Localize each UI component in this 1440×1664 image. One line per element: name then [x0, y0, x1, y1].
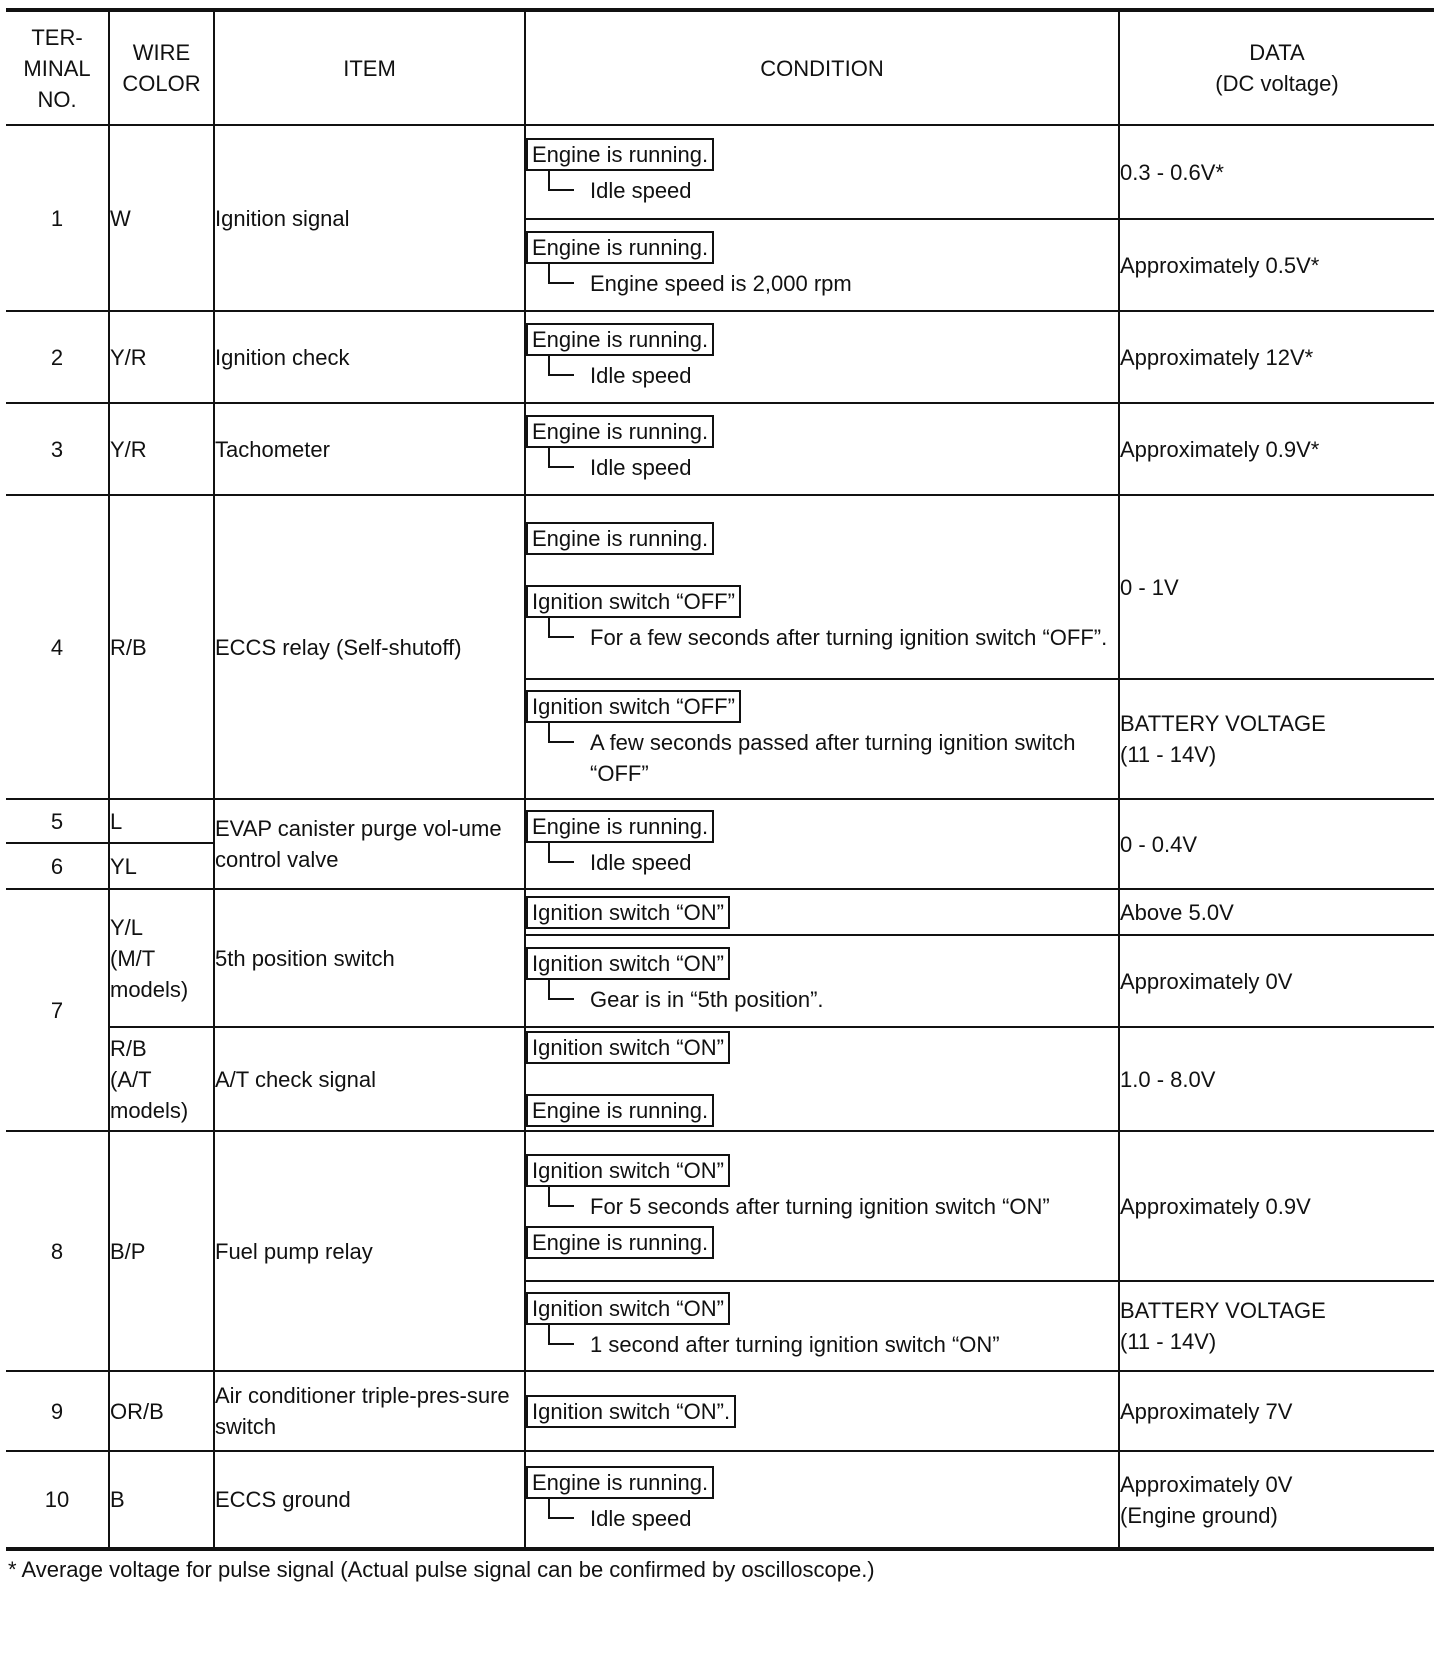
wire-color: B/P — [109, 1131, 214, 1371]
table-row — [6, 311, 1434, 403]
condition-cell — [525, 1281, 1119, 1371]
header-data-line2: (DC voltage) — [1215, 71, 1339, 96]
condition-box: Engine is running. — [526, 415, 714, 448]
data-value: 1.0 - 8.0V — [1119, 1027, 1434, 1131]
table-row — [6, 125, 1434, 219]
terminal-no: 6 — [6, 843, 109, 889]
condition-cell — [525, 495, 1119, 679]
data-value: 0 - 1V — [1119, 495, 1434, 679]
condition-box: Ignition switch “ON” — [526, 947, 730, 980]
header-terminal-line3: NO. — [37, 86, 77, 112]
condition-cell — [525, 1371, 1119, 1451]
wire-color: B — [109, 1451, 214, 1549]
wire-line: R/B — [110, 1035, 147, 1061]
table-row — [6, 1027, 1434, 1131]
item-name: Fuel pump relay — [214, 1131, 525, 1371]
data-line: (11 - 14V) — [1120, 1329, 1217, 1354]
condition-cell — [525, 125, 1119, 219]
condition-sub: Idle speed — [590, 452, 1118, 483]
condition-cell — [525, 403, 1119, 495]
table-row — [6, 495, 1434, 679]
terminal-no: 9 — [6, 1371, 109, 1451]
table-row — [6, 1131, 1434, 1281]
item-name: EVAP canister purge vol-ume control valve — [214, 799, 525, 889]
footnote: * Average voltage for pulse signal (Actual pulse signal can be confirmed by oscilloscope.) — [8, 1557, 875, 1582]
terminal-no: 7 — [6, 889, 109, 1131]
table-row — [6, 403, 1434, 495]
table-row — [6, 1451, 1434, 1549]
condition-sub: For a few seconds after turning ignition switch “OFF”. — [590, 622, 1118, 653]
terminal-no: 8 — [6, 1131, 109, 1371]
header-wire-line2: COLOR — [122, 71, 201, 96]
wire-line: (A/T — [110, 1066, 152, 1092]
terminal-no: 10 — [6, 1451, 109, 1549]
data-value: Approximately 7V — [1119, 1371, 1434, 1451]
data-value: 0 - 0.4V — [1119, 799, 1434, 889]
condition-box: Engine is running. — [526, 1226, 714, 1259]
wire-color: R/B — [109, 495, 214, 799]
terminal-no: 1 — [6, 125, 109, 311]
condition-sub: For 5 seconds after turning ignition switch “ON” — [590, 1191, 1118, 1222]
data-value: Approximately 12V* — [1119, 311, 1434, 403]
data-value: 0.3 - 0.6V* — [1119, 125, 1434, 219]
wire-color: OR/B — [109, 1371, 214, 1451]
condition-box: Engine is running. — [526, 810, 714, 843]
condition-sub: Idle speed — [590, 1503, 1118, 1534]
condition-cell — [525, 935, 1119, 1027]
item-name: 5th position switch — [214, 889, 525, 1027]
wire-color: YL — [109, 843, 214, 889]
header-data-line1: DATA — [1249, 40, 1305, 65]
wire-line: models) — [110, 976, 189, 1002]
condition-cell — [525, 889, 1119, 935]
data-value: Approximately 0.9V* — [1119, 403, 1434, 495]
condition-box: Ignition switch “ON” — [526, 1154, 730, 1187]
header-item: ITEM — [214, 10, 525, 125]
table-row — [6, 1371, 1434, 1451]
condition-cell — [525, 1027, 1119, 1131]
header-terminal-no — [6, 10, 109, 125]
data-line: (Engine ground) — [1120, 1502, 1278, 1528]
condition-cell — [525, 799, 1119, 889]
wire-line: Y/L — [110, 914, 144, 940]
data-line: BATTERY VOLTAGE — [1120, 1298, 1326, 1323]
terminal-no: 4 — [6, 495, 109, 799]
condition-sub: Gear is in “5th position”. — [590, 984, 1118, 1015]
item-name: Air conditioner triple-pres-sure switch — [214, 1371, 525, 1451]
condition-cell — [525, 1451, 1119, 1549]
data-line: (11 - 14V) — [1120, 742, 1217, 767]
ecm-terminal-table-sheet — [6, 8, 1434, 1585]
condition-sub: Idle speed — [590, 360, 1118, 391]
wire-color — [109, 889, 214, 1027]
header-condition: CONDITION — [525, 10, 1119, 125]
header-data — [1119, 10, 1434, 125]
condition-box: Engine is running. — [526, 323, 714, 356]
condition-box: Ignition switch “ON” . — [526, 1395, 736, 1428]
condition-cell — [525, 679, 1119, 799]
data-value — [1119, 1281, 1434, 1371]
wire-color — [109, 1027, 214, 1131]
condition-box: Ignition switch “OFF” — [526, 585, 741, 618]
condition-box: Ignition switch “ON” — [526, 1292, 730, 1325]
item-name: A/T check signal — [214, 1027, 525, 1131]
condition-sub: Engine speed is 2,000 rpm — [590, 268, 1118, 299]
condition-sub: 1 second after turning ignition switch “ON” — [590, 1329, 1118, 1360]
wire-line: (M/T — [110, 945, 156, 971]
ecm-terminal-table — [6, 8, 1434, 1551]
header-terminal-line1: TER- — [31, 24, 83, 50]
wire-color: Y/R — [109, 311, 214, 403]
condition-cell — [525, 219, 1119, 311]
data-value: Approximately 0V — [1119, 935, 1434, 1027]
condition-box: Engine is running. — [526, 1466, 714, 1499]
item-name: Ignition signal — [214, 125, 525, 311]
terminal-no: 2 — [6, 311, 109, 403]
data-value: Approximately 0.9V — [1119, 1131, 1434, 1281]
header-wire-color — [109, 10, 214, 125]
header-terminal-line2: MINAL — [23, 55, 91, 81]
data-value: Above 5.0V — [1119, 889, 1434, 935]
table-row — [6, 799, 1434, 843]
condition-sub: Idle speed — [590, 175, 1118, 206]
wire-color: Y/R — [109, 403, 214, 495]
wire-color: W — [109, 125, 214, 311]
condition-cell — [525, 1131, 1119, 1281]
data-value — [1119, 1451, 1434, 1549]
item-name: Tachometer — [214, 403, 525, 495]
condition-box: Engine is running. — [526, 522, 714, 555]
table-row — [6, 889, 1434, 935]
item-name: ECCS ground — [214, 1451, 525, 1549]
condition-box: Engine is running. — [526, 138, 714, 171]
data-line: Approximately 0V — [1120, 1471, 1293, 1497]
item-name: ECCS relay (Self-shutoff) — [214, 495, 525, 799]
item-name: Ignition check — [214, 311, 525, 403]
header-row — [6, 10, 1434, 125]
condition-box: Ignition switch “ON” — [526, 1031, 730, 1064]
terminal-no: 3 — [6, 403, 109, 495]
data-value — [1119, 679, 1434, 799]
condition-box: Ignition switch “ON” — [526, 896, 730, 929]
condition-sub: Idle speed — [590, 847, 1118, 878]
header-wire-line1: WIRE — [132, 40, 191, 65]
data-line: BATTERY VOLTAGE — [1120, 711, 1326, 736]
terminal-no: 5 — [6, 799, 109, 843]
condition-box: Engine is running. — [526, 1094, 714, 1127]
condition-cell — [525, 311, 1119, 403]
wire-color: L — [109, 799, 214, 843]
data-value: Approximately 0.5V* — [1119, 219, 1434, 311]
condition-box: Ignition switch “OFF” — [526, 690, 741, 723]
condition-sub: A few seconds passed after turning ignition switch “OFF” — [590, 727, 1118, 789]
condition-box: Engine is running. — [526, 231, 714, 264]
wire-line: models) — [110, 1097, 189, 1123]
